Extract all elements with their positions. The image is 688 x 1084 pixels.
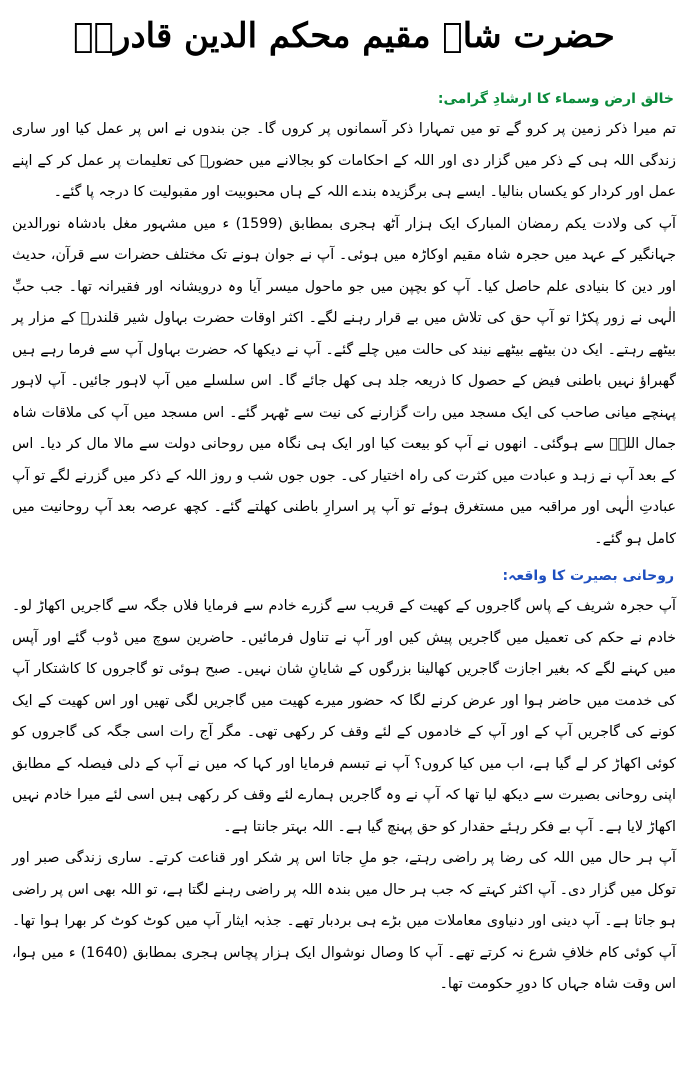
page-title: حضرت شاہ مقیم محکم الدین قادریؒ	[73, 16, 615, 56]
body-paragraph: آپ کی ولادت یکم رمضان المبارک ایک ہزار آٹھ ہجری بمطابق (1599) ء میں مشہور مغل بادشاہ نورالدین جہانگیر کے عہد میں حجرہ شاہ مقیم اوکاڑہ میں ہوئی۔ آپ نے جوان ہونے تک مختلف حضرات سے قرآن، حدیث اور دین کا بنیادی علم حاصل کیا۔ آپ کو بچپن میں جو ماحول میسر آیا وہ درویشانہ اور فقیرانہ تھا۔ جب حبِّ الٰہی نے زور پکڑا تو آپ حق کی تلاش میں بے قرار رہنے لگے۔ اکثر اوقات حضرت بہاول شیر قلندرؒ کے مزار پر بیٹھے رہتے۔ ایک دن بیٹھے بیٹھے نیند کی حالت میں چلے گئے۔ آپ نے دیکھا کہ حضرت بہاول آپ سے فرما رہے ہیں گھبراؤ نہیں باطنی فیض کے حصول کا ذریعہ جلد ہی کھل جائے گا۔ اس سلسلے میں آپ لاہور جائیں۔ آپ لاہور پہنچے میانی صاحب کی ایک مسجد میں رات گزارنے کی نیت سے ٹھہر گئے۔ اس مسجد میں آپ کی ملاقات شاہ جمال اللہؒ سے ہوگئی۔ انھوں نے آپ کو بیعت کیا اور ایک ہی نگاہ میں روحانی دولت سے مالا مال کر دیا۔ اس کے بعد آپ نے زہد و عبادت میں کثرت کی راہ اختیار کی۔ جوں جوں شب و روز اللہ کے ذکر میں گزرنے لگے تو آپ عبادتِ الٰہی اور مراقبہ میں مستغرق ہوئے تو آپ پر اسرارِ باطنی کھلتے گئے۔ کچھ عرصہ بعد آپ روحانیت میں کامل ہو گئے۔	[12, 215, 676, 547]
body-paragraph: آپ حجرہ شریف کے پاس گاجروں کے کھیت کے قریب سے گزرے خادم سے فرمایا فلاں جگہ سے گاجریں اکھاڑ لو۔ خادم نے حکم کی تعمیل میں گاجریں پیش کیں اور آپ نے تناول فرمائیں۔ حاضرین سوچ میں ڈوب گئے اور آپس میں کہنے لگے کہ بغیر اجازت گاجریں کھالینا بزرگوں کے شایانِ شان نہیں۔ صبح ہوئی تو گاجروں کا کاشتکار آپ کی خدمت میں حاضر ہوا اور عرض کرنے لگا کہ حضور میرے کھیت میں گاجریں لگی تھیں اور اس کھیت کے ایک کونے کی گاجریں آپ کے اور آپ کے خادموں کے لئے وقف کر رکھی تھی۔ مگر آج رات اسی جگہ کی گاجروں کو کوئی اکھاڑ کر لے گیا ہے، اب میں کیا کروں؟ آپ نے تبسم فرمایا اور کہا کہ میں نے آپ کے دلی فیصلہ کے مطابق اپنی روحانی بصیرت سے دیکھ لیا تھا کہ آپ نے وہ گاجریں ہمارے لئے وقف کر رکھی ہیں اسی لئے میرا خادم نہیں اکھاڑ لایا ہے۔ آپ بے فکر رہئے حقدار کو حق پہنچ گیا ہے۔ اللہ بہتر جانتا ہے۔	[12, 598, 676, 835]
section-heading-divine-saying: خالق ارض وسماء کا ارشادِ گرامی:	[437, 91, 674, 107]
body-paragraph: آپ ہر حال میں اللہ کی رضا پر راضی رہتے، جو ملِ جاتا اس پر شکر اور قناعت کرتے۔ ساری زندگی صبر اور توکل میں گزار دی۔ آپ اکثر کہتے کہ جب ہر حال میں بندہ اللہ پر راضی رہنے لگتا ہے، تو اللہ بھی اس پر راضی ہو جاتا ہے۔ آپ دینی اور دنیاوی معاملات میں بڑے ہی بردبار تھے۔ جذبہ ایثار آپ میں کوٹ کوٹ کر بھرا ہوا تھا۔ آپ کوئی کام خلافِ شرع نہ کرتے تھے۔ آپ کا وصال نوشوال ایک ہزار پچاس ہجری بمطابق (1640) ء میں ہوا، اس وقت شاہ جہاں کا دورِ حکومت تھا۔	[12, 850, 676, 992]
body-paragraph: تم میرا ذکر زمین پر کرو گے تو میں تمہارا ذکر آسمانوں پر کروں گا۔ جن بندوں نے اس پر عمل کیا اور ساری زندگی اللہ ہی کے ذکر میں گزار دی اور اللہ کے احکامات کو بجالانے میں حضورؐ کی تعلیمات پر عمل کر کے اپنے عمل اور کردار کو یکساں بنالیا۔ ایسے ہی برگزیدہ بندے اللہ کے ہاں محبوبیت اور مقبولیت کا درجہ پا گئے۔	[12, 121, 676, 200]
section-heading-spiritual-insight: روحانی بصیرت کا واقعہ:	[502, 568, 674, 584]
